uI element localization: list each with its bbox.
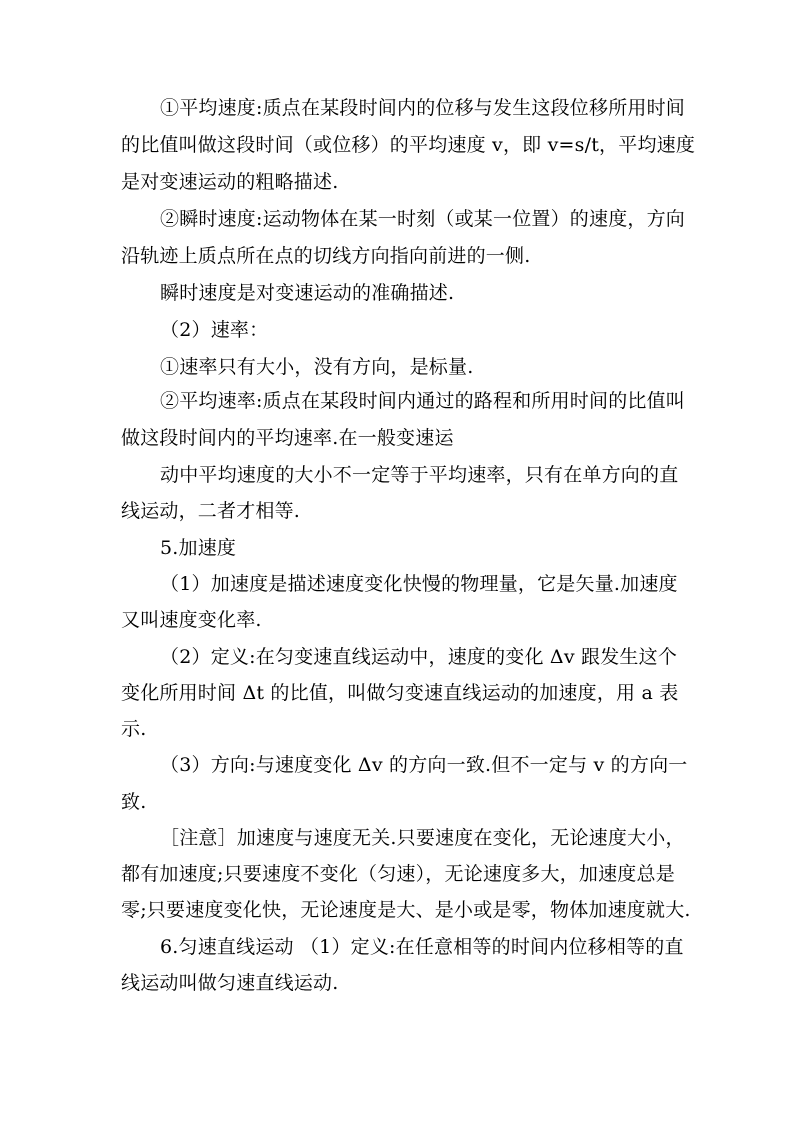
text-line: （2）速率： bbox=[160, 319, 269, 341]
text-line: 示. bbox=[121, 718, 147, 740]
text-line: 又叫速度变化率. bbox=[121, 609, 262, 631]
section-heading: 5.加速度 bbox=[160, 537, 237, 559]
text-line: 都有加速度;只要速度不变化（匀速），无论速度多大，加速度总是 bbox=[121, 863, 675, 885]
text-line: 线运动，二者才相等. bbox=[121, 500, 301, 522]
text-line: ［注意］加速度与速度无关.只要速度在变化，无论速度大小， bbox=[160, 827, 685, 849]
text-line: 线运动叫做匀速直线运动. bbox=[121, 972, 339, 994]
text-line: ①平均速度:质点在某段时间内的位移与发生这段位移所用时间 bbox=[160, 97, 686, 119]
text-line: 是对变速运动的粗略描述. bbox=[121, 171, 339, 193]
text-line: 瞬时速度是对变速运动的准确描述. bbox=[160, 282, 455, 304]
text-line: ②瞬时速度:运动物体在某一时刻（或某一位置）的速度，方向 bbox=[160, 208, 686, 230]
text-line: ①速率只有大小，没有方向，是标量. bbox=[160, 356, 474, 378]
text-line: （2）定义:在匀变速直线运动中，速度的变化 Δv 跟发生这个 bbox=[160, 646, 678, 668]
text-line: 沿轨迹上质点所在点的切线方向指向前进的一侧. bbox=[121, 245, 531, 267]
text-line: 做这段时间内的平均速率.在一般变速运 bbox=[121, 427, 454, 449]
text-line: 的比值叫做这段时间（或位移）的平均速度 v，即 v=s/t，平均速度 bbox=[121, 134, 696, 156]
text-line: 致. bbox=[121, 791, 147, 813]
text-line: 零;只要速度变化快，无论速度是大、是小或是零，物体加速度就大. bbox=[121, 899, 691, 921]
text-line: 变化所用时间 Δt 的比值，叫做匀变速直线运动的加速度，用 a 表 bbox=[121, 682, 679, 704]
text-line: （1）加速度是描述速度变化快慢的物理量，它是矢量.加速度 bbox=[160, 573, 678, 595]
text-line: （3）方向:与速度变化 Δv 的方向一致.但不一定与 v 的方向一 bbox=[160, 754, 688, 776]
text-line: ②平均速率:质点在某段时间内通过的路程和所用时间的比值叫 bbox=[160, 390, 686, 412]
section-heading: 6.匀速直线运动 （1）定义:在任意相等的时间内位移相等的直 bbox=[160, 936, 684, 958]
text-line: 动中平均速度的大小不一定等于平均速率，只有在单方向的直 bbox=[160, 464, 679, 486]
